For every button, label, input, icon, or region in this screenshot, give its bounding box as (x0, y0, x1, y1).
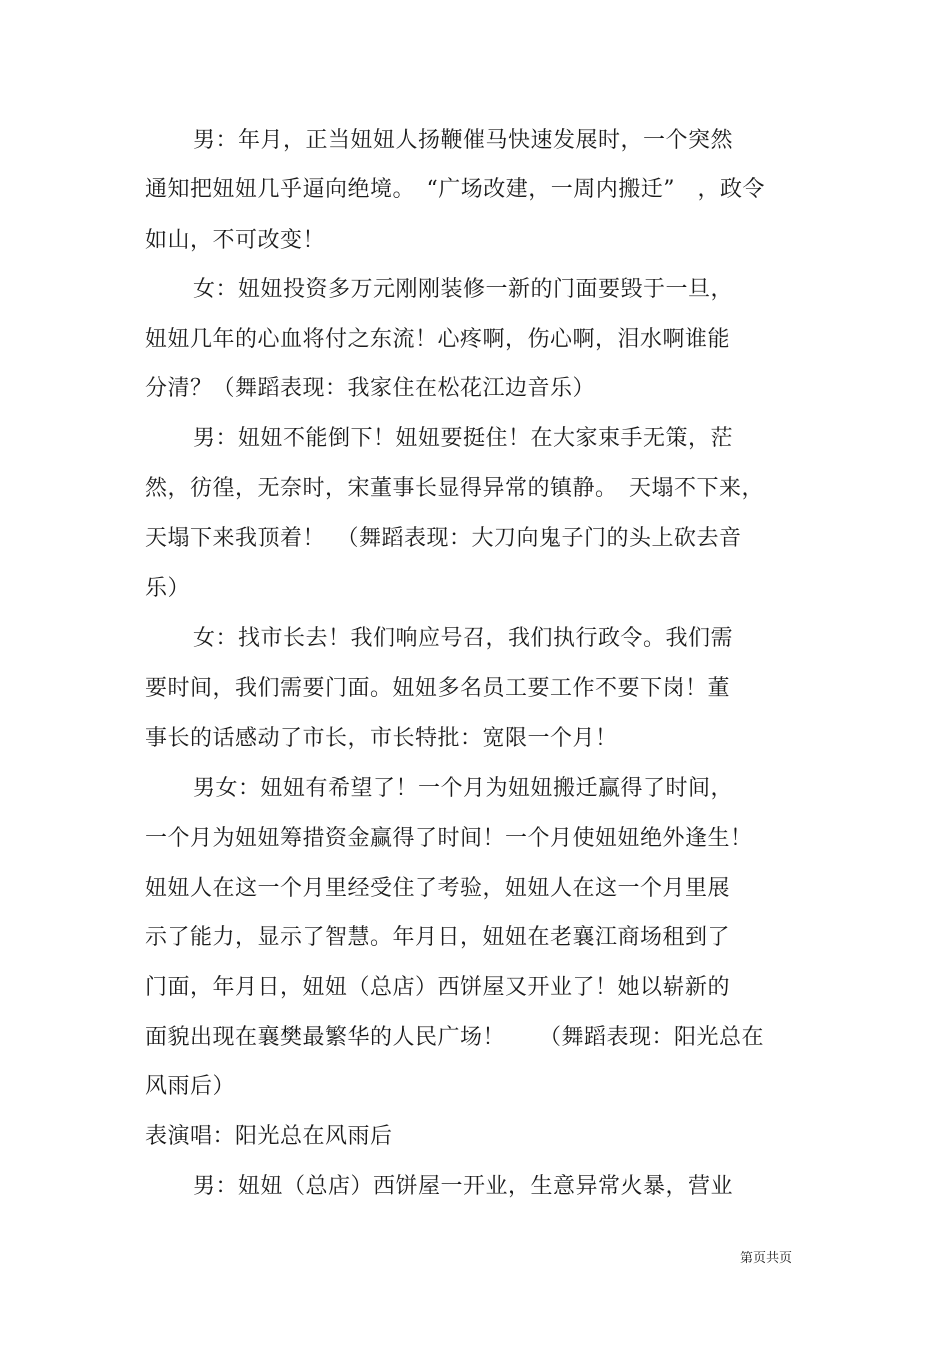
text-line: 面貌出现在襄樊最繁华的人民广场！ （舞蹈表现：阳光总在 (145, 1025, 765, 1050)
text-line: 天塌下来我顶着！ （舞蹈表现：大刀向鬼子门的头上砍去音 (145, 526, 742, 551)
text-line: 乐） (145, 576, 191, 601)
text-line: 如山，不可改变！ (145, 228, 326, 253)
text-line: 女：妞妞投资多万元刚刚装修一新的门面要毁于一旦， (193, 277, 734, 302)
text-line: 男：妞妞不能倒下！妞妞要挺住！在大家束手无策，茫 (193, 426, 734, 451)
text-line: 要时间，我们需要门面。妞妞多名员工要工作不要下岗！董 (145, 676, 731, 701)
text-line: 表演唱：阳光总在风雨后 (145, 1124, 393, 1149)
text-line: 妞妞几年的心血将付之东流！心疼啊，伤心啊，泪水啊谁能 (145, 327, 731, 352)
text-line: 分清？（舞蹈表现：我家住在松花江边音乐） (145, 376, 596, 401)
text-line: 通知把妞妞几乎逼向绝境。 “广场改建，一周内搬迁” ，政令 (145, 177, 765, 202)
text-line: 男：年月，正当妞妞人扬鞭催马快速发展时，一个突然 (193, 128, 734, 153)
text-line: 然，彷徨，无奈时，宋董事长显得异常的镇静。 天塌不下来， (145, 476, 765, 501)
text-line: 示了能力，显示了智慧。年月日，妞妞在老襄江商场租到了 (145, 925, 731, 950)
text-line: 女：找市长去！我们响应号召，我们执行政令。我们需 (193, 626, 734, 651)
page-footer: 第页共页 (740, 1251, 793, 1266)
text-line: 男：妞妞（总店）西饼屋一开业，生意异常火暴，营业 (193, 1174, 734, 1199)
text-line: 男女：妞妞有希望了！一个月为妞妞搬迁赢得了时间， (193, 776, 734, 801)
text-line: 事长的话感动了市长，市长特批：宽限一个月！ (145, 726, 618, 751)
text-line: 一个月为妞妞筹措资金赢得了时间！一个月使妞妞绝外逢生！ (145, 826, 753, 851)
text-line: 风雨后） (145, 1074, 236, 1099)
text-line: 门面，年月日，妞妞（总店）西饼屋又开业了！她以崭新的 (145, 975, 731, 1000)
text-line: 妞妞人在这一个月里经受住了考验，妞妞人在这一个月里展 (145, 876, 731, 901)
